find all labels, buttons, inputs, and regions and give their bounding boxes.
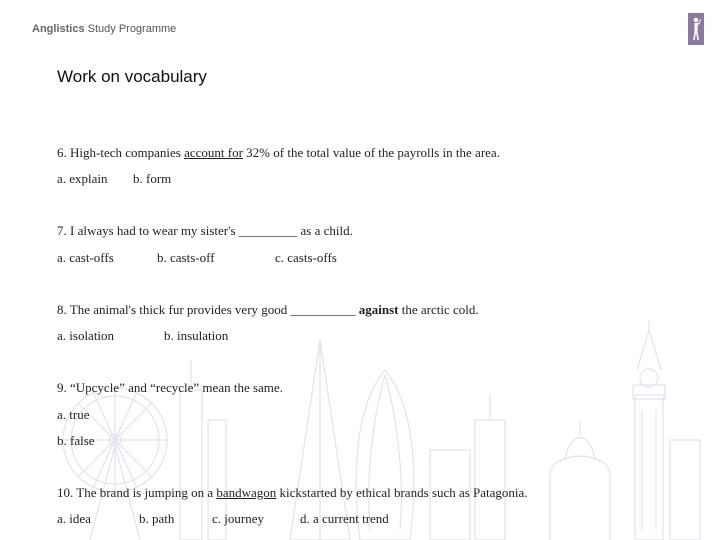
question-7-option-c[interactable]: c. casts-offs [275, 250, 337, 265]
programme-name: Study Programme [84, 23, 177, 35]
logo-figure-icon [688, 13, 704, 45]
question-6-option-a[interactable]: a. explain [57, 171, 108, 186]
question-10-option-d[interactable]: d. a current trend [300, 511, 389, 526]
question-8-option-a[interactable]: a. isolation [57, 328, 115, 343]
page-title: Work on vocabulary [57, 67, 207, 86]
question-10-option-b[interactable]: b. path [139, 511, 175, 526]
question-10-pre: 10. The brand is jumping on a [57, 485, 217, 500]
question-6-term: account for [184, 145, 243, 160]
question-9-option-b[interactable]: b. false [57, 433, 95, 448]
programme-header [32, 23, 176, 35]
question-10-option-c[interactable]: c. journey [212, 511, 264, 526]
question-6-option-b[interactable]: b. form [133, 171, 172, 186]
question-8-post: the arctic cold. [398, 302, 479, 317]
question-6-pre: 6. High-tech companies [57, 145, 185, 160]
question-8 [57, 302, 479, 318]
question-7-option-a[interactable]: a. cast-offs [57, 250, 114, 265]
question-7-option-b[interactable]: b. casts-off [157, 250, 215, 265]
question-8-bold: against [358, 302, 399, 317]
question-10-option-a[interactable]: a. idea [57, 511, 91, 526]
question-9: 9. “Upcycle” and “recycle” mean the same. [57, 380, 283, 395]
question-10-post: kickstarted by ethical brands such as Patagonia. [276, 485, 528, 500]
question-6 [57, 145, 500, 161]
city-skyline-background [30, 300, 720, 540]
question-7: 7. I always had to wear my sister's _________ as a child. [57, 223, 353, 238]
question-9-option-a[interactable]: a. true [57, 407, 90, 422]
question-10 [57, 485, 528, 501]
question-8-pre: 8. The animal's thick fur provides very good __________ [57, 302, 359, 317]
question-8-option-b[interactable]: b. insulation [164, 328, 229, 343]
question-6-post: 32% of the total value of the payrolls in the area. [242, 145, 500, 160]
brand-name: Anglistics [32, 23, 85, 35]
question-10-term: bandwagon [216, 485, 277, 500]
